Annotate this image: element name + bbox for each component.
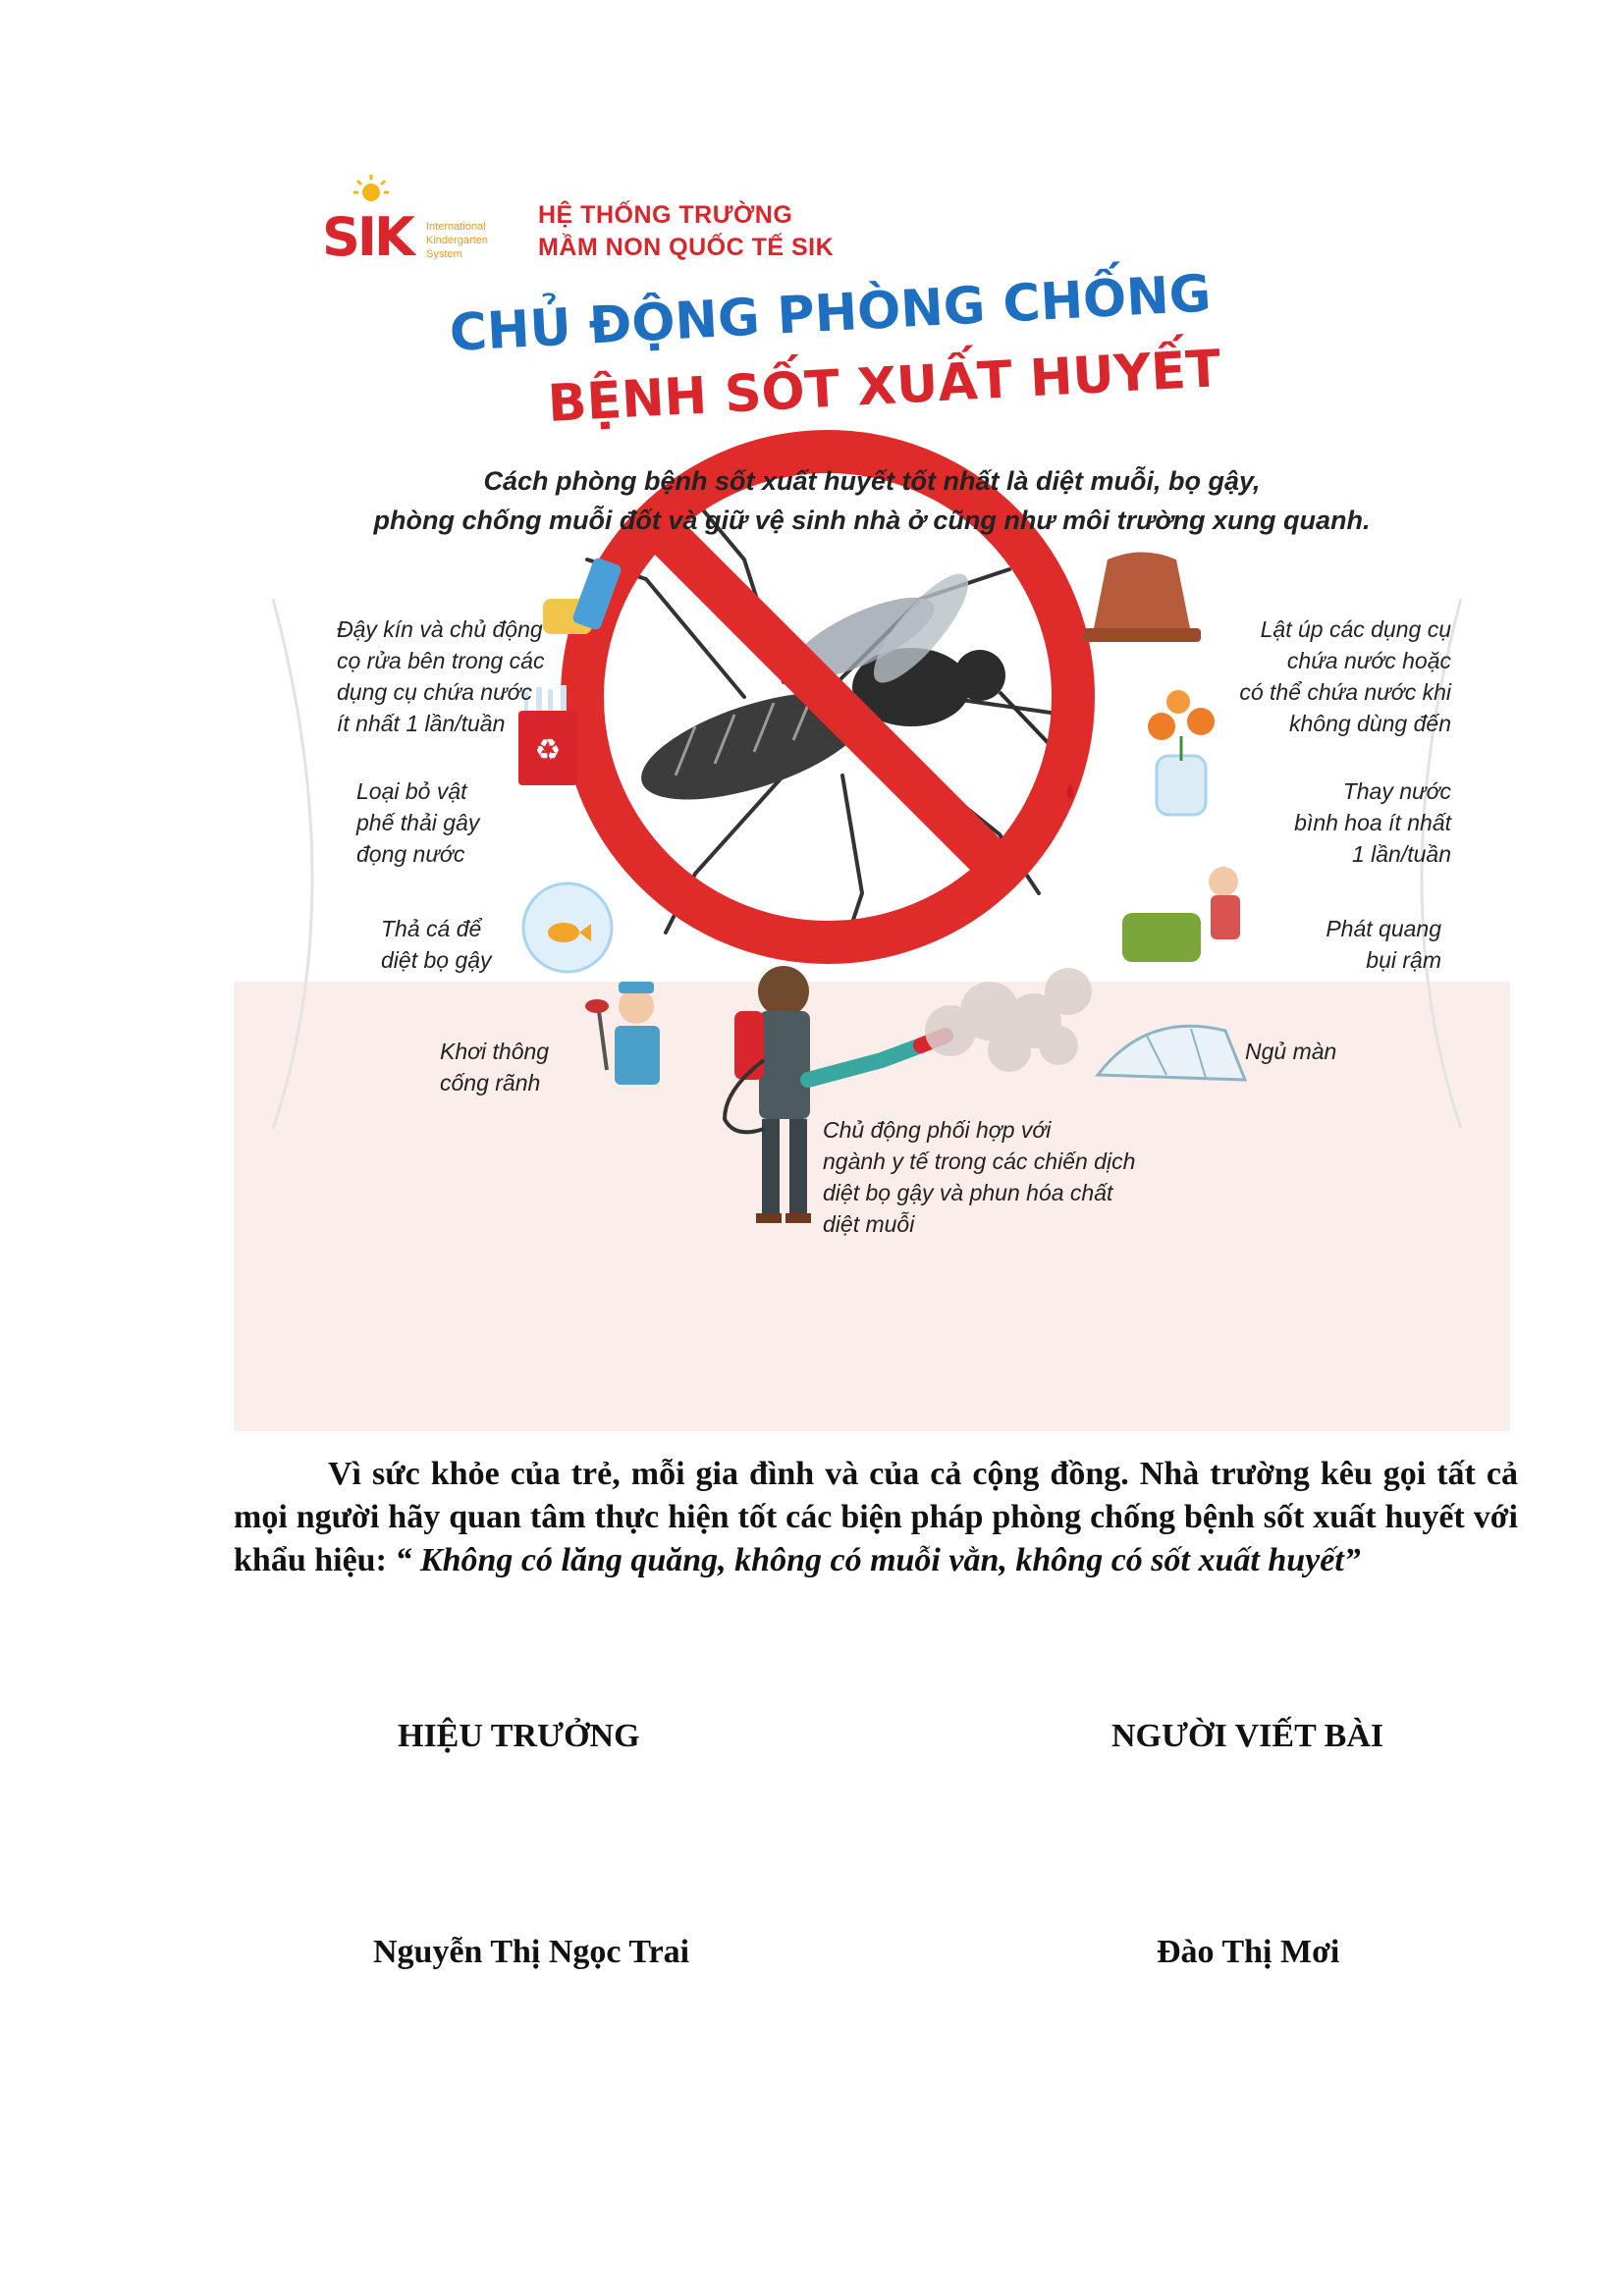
signature-name-author: Đào Thị Mơi [1157,1934,1340,1970]
mosquito-net-icon [1098,1026,1245,1080]
tip-line: phế thải gây [356,810,480,835]
tip-line: không dùng đến [1289,711,1451,736]
intro-line: phòng chống muỗi đốt và giữ vệ sinh nhà ở cũng như môi trường xung quanh. [373,506,1371,535]
tip-line: Ngủ màn [1245,1039,1337,1064]
tip-line: dụng cụ chứa nước [337,679,533,705]
tip-line: Chủ động phối hợp với [823,1117,1052,1143]
tip-line: ngành y tế trong các chiến dịch [823,1148,1136,1174]
tip-line: đọng nước [356,841,465,867]
signature-title-author: NGƯỜI VIẾT BÀI [1111,1718,1384,1754]
tip-line: diệt bọ gậy và phun hóa chất [823,1180,1113,1205]
signature-title-principal: HIỆU TRƯỞNG [398,1718,640,1754]
sun-icon [353,175,389,201]
tip-line: cống rãnh [440,1070,541,1095]
worker-plunger-icon [585,982,660,1085]
tip-drains [440,1036,549,1098]
logo-subtitle [426,220,488,261]
tip-line: diệt muỗi [823,1211,915,1237]
poster-title-line2: BỆNH SỐT XUẤT HUYẾT [546,340,1222,434]
sik-logo: SIK [322,206,412,268]
logo-sub-line: Kindergarten [426,235,488,246]
signature-name-principal: Nguyễn Thị Ngọc Trai [373,1934,690,1970]
tip-line: bụi rậm [1366,947,1441,973]
tip-line: Loại bỏ vật [356,778,467,804]
appeal-paragraph [234,1453,1518,1582]
tip-line: Khơi thông [440,1039,550,1064]
tip-line: cọ rửa bên trong các [337,648,545,673]
appeal-text: Vì sức khỏe của trẻ, mỗi gia đình và của cả cộng đồng. Nhà trường kêu gọi tất cả mọi người hãy quan tâm thực hiện tốt các biện pháp phòng chống bệnh sốt xuất huyết với khẩu hiệu: [234,1456,1518,1578]
intro-line: Cách phòng bệnh sốt xuất huyết tốt nhất là diệt muỗi, bọ gậy, [483,466,1261,496]
logo-sub-line: System [426,248,462,260]
tip-fish [381,913,492,976]
tip-line: Phát quang [1326,916,1441,941]
org-name-line1: HỆ THỐNG TRƯỜNG [538,201,793,229]
spray-cloud-icon [925,968,1092,1072]
tip-flower-water [1225,775,1451,870]
slogan-text: “ Không có lăng quăng, không có muỗi vằn, không có sốt xuất huyết” [395,1542,1361,1578]
tip-bushes [1255,913,1441,976]
tip-line: Thay nước [1342,778,1451,804]
tip-line: bình hoa ít nhất [1294,810,1451,835]
fish-bowl-icon [523,883,612,972]
tip-line: ít nhất 1 lần/tuần [337,711,506,736]
poster-intro [312,461,1432,540]
tip-line: Lật úp các dụng cụ [1260,616,1451,642]
tip-line: diệt bọ gậy [381,947,492,973]
tip-line: Thả cá để [381,916,482,941]
bush-clearing-icon [1122,867,1240,962]
tip-flip-containers [1157,614,1451,739]
org-name-line2: MẦM NON QUỐC TẾ SIK [538,234,835,261]
tip-cooperate [823,1114,1135,1240]
tip-net [1245,1036,1336,1067]
tip-line: Đậy kín và chủ động [337,616,543,642]
tip-cover-clean [337,614,544,739]
poster-title-line1: CHỦ ĐỘNG PHÒNG CHỐNG [448,264,1213,363]
tip-line: chứa nước hoặc [1286,648,1451,673]
tip-line: có thể chứa nước khi [1239,679,1451,705]
tip-line: 1 lần/tuần [1351,841,1451,867]
svg-text:♻: ♻ [534,733,562,768]
logo-sub-line: International [426,221,486,233]
dengue-infographic [234,147,1510,1431]
tip-remove-waste [356,775,479,870]
